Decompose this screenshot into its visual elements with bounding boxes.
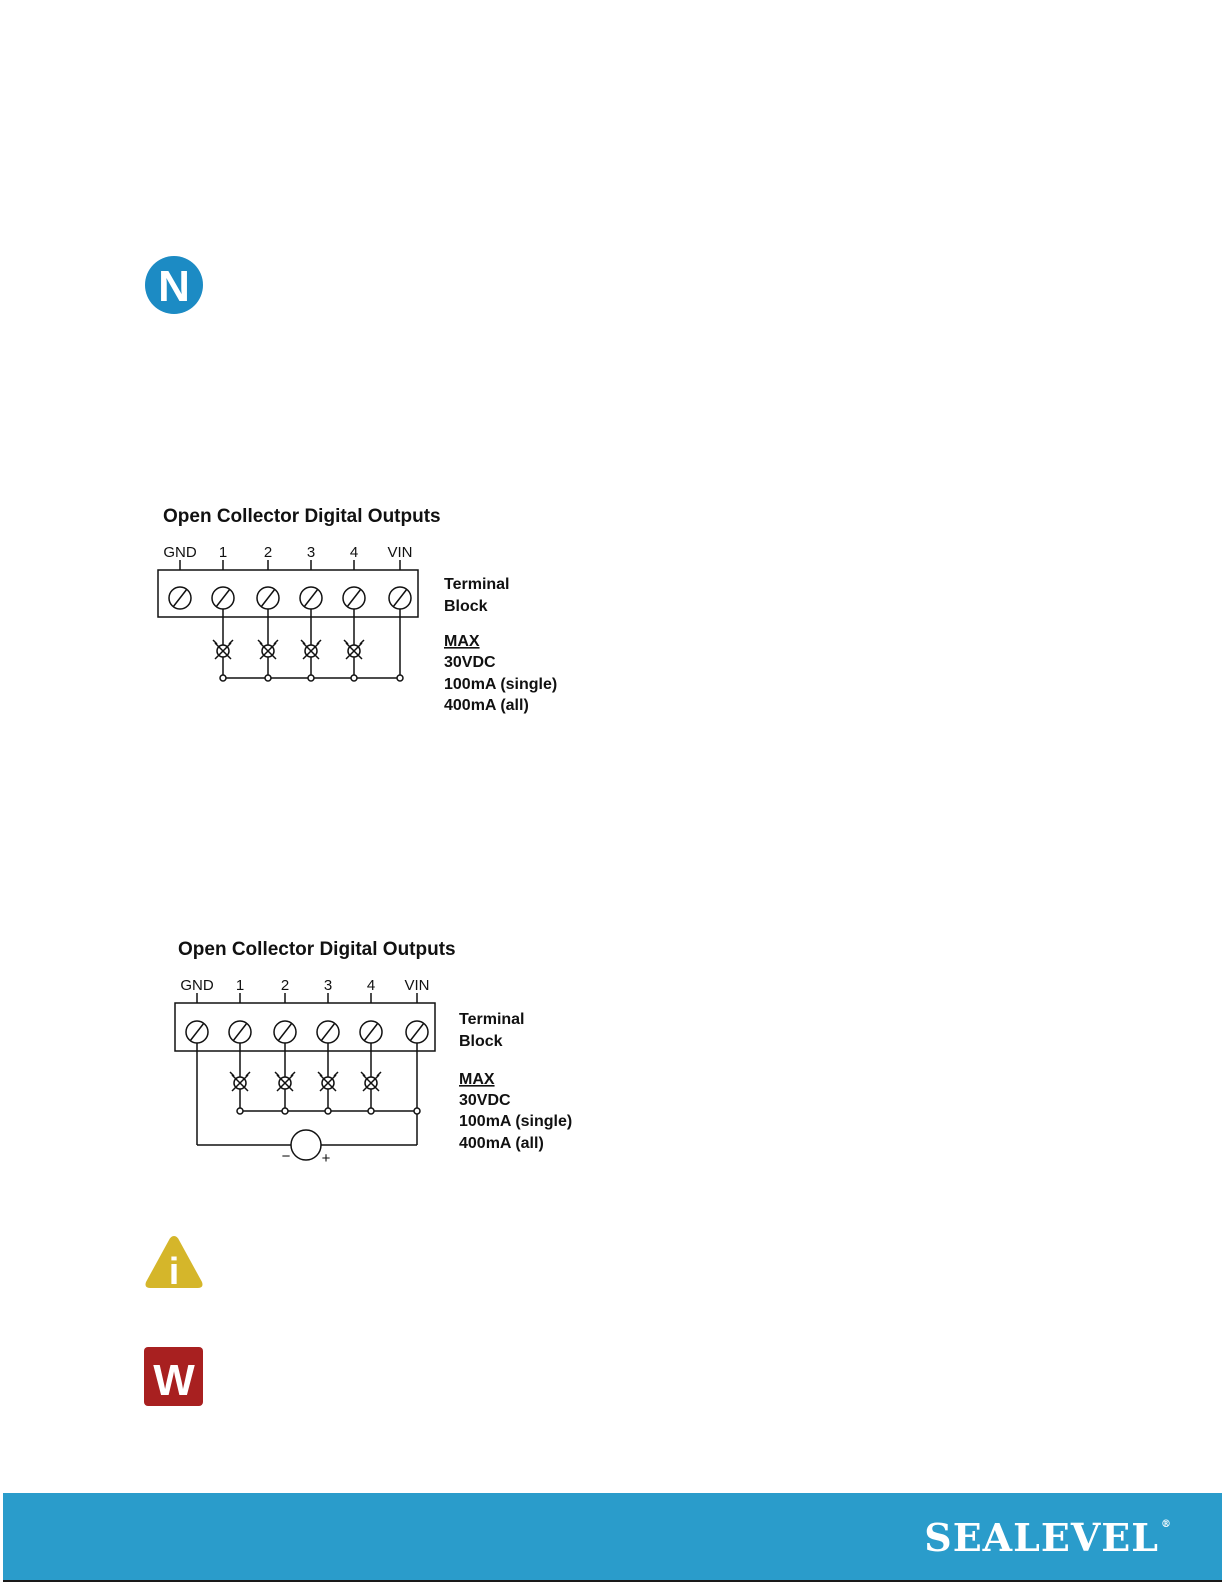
warning-icon <box>144 1347 204 1407</box>
info-icon <box>143 1233 205 1291</box>
wiring-diagram-2 <box>170 933 590 1173</box>
spec-voltage: 30VDC <box>459 1092 511 1109</box>
spec-all: 400mA (all) <box>444 697 529 714</box>
terminal-block <box>158 570 418 617</box>
terminal-block-label-line1: Terminal <box>459 1011 525 1028</box>
terminal-label-vin: VIN <box>387 544 413 561</box>
terminal-block-label-line2: Block <box>459 1033 503 1050</box>
footer-bar <box>3 1493 1222 1580</box>
wiring-diagram-1 <box>155 500 575 730</box>
terminal-label-vin: VIN <box>404 977 430 994</box>
terminal-block-label-line2: Block <box>444 598 488 615</box>
footer-bottom-rule <box>3 1580 1222 1582</box>
terminal-label-4: 4 <box>366 977 376 994</box>
terminal-block <box>175 1003 435 1051</box>
registered-mark: ® <box>1161 1519 1172 1530</box>
max-label: MAX <box>459 1071 495 1088</box>
supply-minus: − <box>281 1148 291 1165</box>
spec-single: 100mA (single) <box>444 676 558 693</box>
warning-icon-letter: W <box>153 1356 195 1405</box>
max-label: MAX <box>444 633 480 650</box>
terminal-label-2: 2 <box>280 977 290 994</box>
info-icon-letter: i <box>168 1251 180 1291</box>
note-icon-letter: N <box>158 262 190 311</box>
spec-all: 400mA (all) <box>459 1135 544 1152</box>
diagram-title: Open Collector Digital Outputs <box>163 506 441 527</box>
terminal-label-3: 3 <box>323 977 333 994</box>
terminal-label-3: 3 <box>306 544 316 561</box>
terminal-label-2: 2 <box>263 544 273 561</box>
supply-plus: + <box>321 1150 331 1167</box>
terminal-block-label-line1: Terminal <box>444 576 510 593</box>
sealevel-logo <box>924 1515 1172 1560</box>
spec-single: 100mA (single) <box>459 1113 573 1130</box>
terminal-label-gnd: GND <box>163 544 197 561</box>
terminal-label-1: 1 <box>218 544 228 561</box>
spec-voltage: 30VDC <box>444 654 496 671</box>
brand-name: SEALEVEL <box>924 1515 1159 1560</box>
dc-supply <box>291 1130 321 1160</box>
terminal-label-1: 1 <box>235 977 245 994</box>
terminal-label-4: 4 <box>349 544 359 561</box>
note-icon <box>144 255 204 315</box>
terminal-label-gnd: GND <box>180 977 214 994</box>
diagram-title: Open Collector Digital Outputs <box>178 939 456 960</box>
